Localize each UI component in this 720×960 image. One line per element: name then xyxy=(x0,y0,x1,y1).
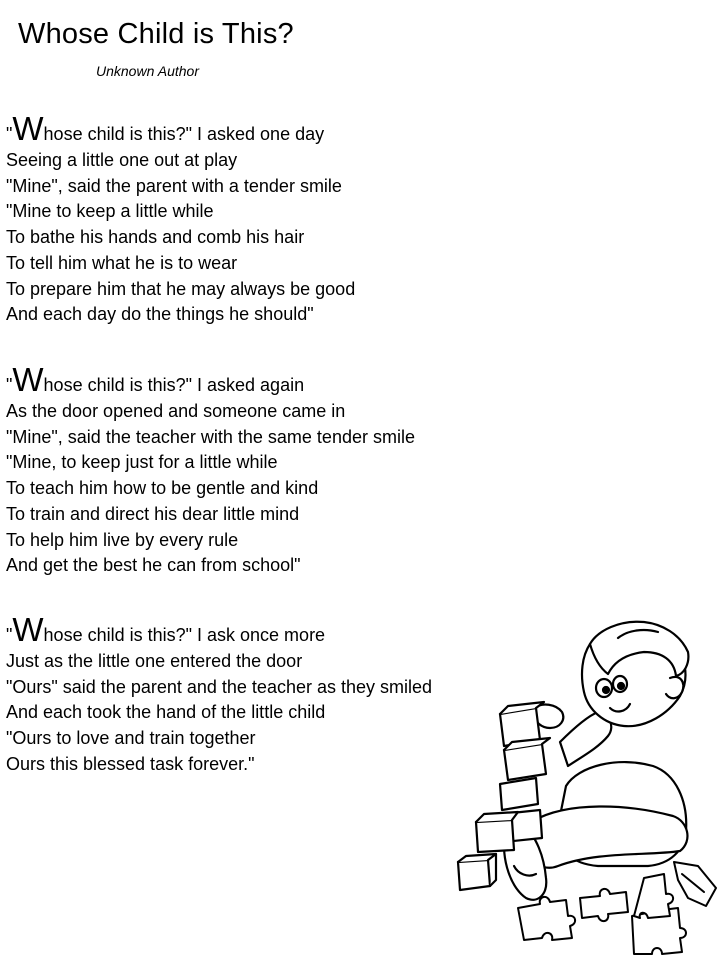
stanza-3 xyxy=(6,613,432,778)
poem-line: To help him live by every rule xyxy=(6,529,239,550)
stanza-2 xyxy=(6,363,415,579)
drop-letter: W xyxy=(12,361,44,398)
poem-line: "Ours" said the parent and the teacher as they smiled xyxy=(6,676,433,697)
poem-line: Ours this blessed task forever." xyxy=(6,753,255,774)
poem-line: To train and direct his dear little mind xyxy=(6,503,300,524)
poem-line: As the door opened and someone came in xyxy=(6,401,346,421)
stanza-first-line xyxy=(6,613,432,649)
drop-letter: W xyxy=(12,110,44,147)
open-quote: " xyxy=(6,625,13,645)
open-quote: " xyxy=(6,124,13,144)
poem-author: Unknown Author xyxy=(96,63,199,79)
open-quote: " xyxy=(6,375,13,395)
poem-line: "Mine, to keep just for a little while xyxy=(6,452,278,473)
puzzle-pieces xyxy=(518,862,716,954)
poem-line: To bathe his hands and comb his hair xyxy=(6,227,305,248)
child-with-blocks-illustration xyxy=(448,616,720,960)
poem-line: "Ours to love and train together xyxy=(6,728,256,749)
poem-line: Just as the little one entered the door xyxy=(6,651,303,671)
stanza-1 xyxy=(6,112,355,328)
loose-block xyxy=(458,854,496,890)
poem-line: Seeing a little one out at play xyxy=(6,150,238,170)
poem-line: To prepare him that he may always be good xyxy=(6,278,356,299)
poem-line: To tell him what he is to wear xyxy=(6,252,238,273)
block-tower xyxy=(476,702,550,852)
poem-line: "Mine to keep a little while xyxy=(6,201,214,222)
poem-title: Whose Child is This? xyxy=(18,18,294,50)
poem-line: To teach him how to be gentle and kind xyxy=(6,478,319,499)
stanza-first-line xyxy=(6,363,415,399)
poem-line: And each day do the things he should" xyxy=(6,304,314,325)
drop-letter: W xyxy=(12,611,44,648)
first-line-text: hose child is this?" I asked again xyxy=(43,375,305,395)
first-line-text: hose child is this?" I asked one day xyxy=(43,124,325,144)
poem-line: And get the best he can from school" xyxy=(6,555,301,576)
poem-line: And each took the hand of the little child xyxy=(6,702,326,723)
poem-line: "Mine", said the parent with a tender smile xyxy=(6,175,342,196)
poem-line: "Mine", said the teacher with the same tender smile xyxy=(6,426,415,447)
stanza-first-line xyxy=(6,112,355,148)
first-line-text: hose child is this?" I ask once more xyxy=(43,625,326,645)
